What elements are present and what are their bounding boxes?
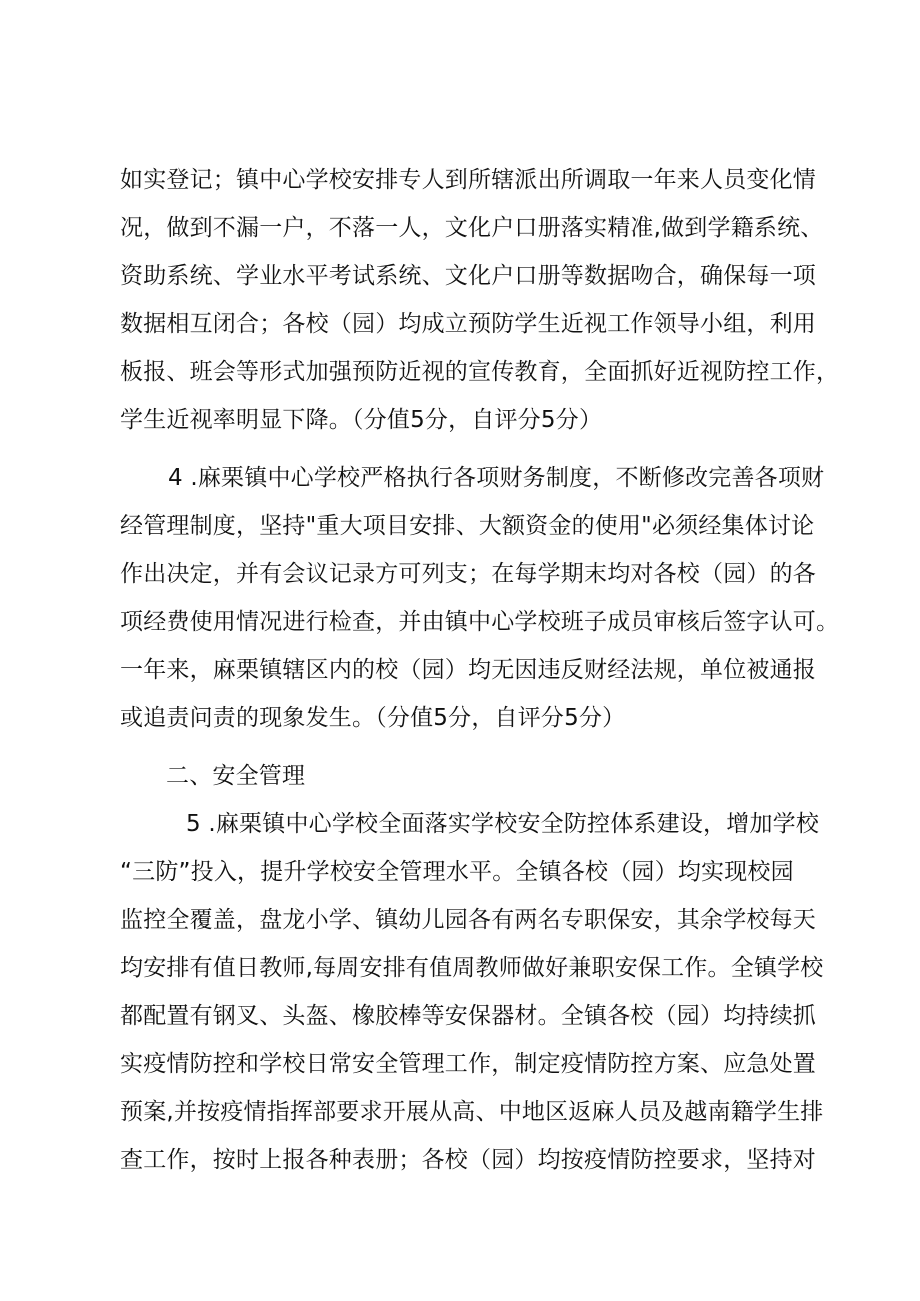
paragraph-line: 如实登记；镇中心学校安排专人到所辖派出所调取一年来人员变化情 <box>120 167 816 193</box>
paragraph-line: 查工作，按时上报各种表册；各校（园）均按疫情防控要求，坚持对 <box>120 1147 816 1173</box>
paragraph-line: 况，做到不漏一户，不落一人，文化户口册落实精准,做到学籍系统、 <box>120 215 824 241</box>
paragraph-line: 或追责问责的现象发生。（分值5分，自评分5分） <box>120 705 626 731</box>
paragraph-line: 经管理制度，坚持"重大项目安排、大额资金的使用"必须经集体讨论 <box>120 513 815 539</box>
paragraph-line: 一年来，麻栗镇辖区内的校（园）均无因违反财经法规，单位被通报 <box>120 657 816 683</box>
paragraph-line: 作出决定，并有会议记录方可列支；在每学期末均对各校（园）的各 <box>120 561 816 587</box>
paragraph-line: 学生近视率明显下降。（分值5分，自评分5分） <box>120 407 603 433</box>
item-5-first-line: 5 .麻栗镇中心学校全面落实学校安全防控体系建设，增加学校 <box>186 811 820 837</box>
paragraph-line: 预案,并按疫情指挥部要求开展从高、中地区返麻人员及越南籍学生排 <box>120 1099 824 1125</box>
item-4-first-line: 4 .麻栗镇中心学校严格执行各项财务制度，不断修改完善各项财 <box>168 465 825 491</box>
paragraph-line: 板报、班会等形式加强预防近视的宣传教育，全面抓好近视防控工作， <box>120 359 840 385</box>
paragraph-line: “三防”投入，提升学校安全管理水平。全镇各校（园）均实现校园 <box>120 859 794 885</box>
paragraph-line: 资助系统、学业水平考试系统、文化户口册等数据吻合，确保每一项 <box>120 263 816 289</box>
paragraph-line: 监控全覆盖，盘龙小学、镇幼儿园各有两名专职保安，其余学校每天 <box>120 907 816 933</box>
paragraph-line: 均安排有值日教师,每周安排有值周教师做好兼职安保工作。全镇学校 <box>120 955 824 981</box>
paragraph-line: 项经费使用情况进行检查，并由镇中心学校班子成员审核后签字认可。 <box>120 609 840 635</box>
section-heading: 二、安全管理 <box>166 763 306 789</box>
paragraph-line: 都配置有钢叉、头盔、橡胶棒等安保器材。全镇各校（园）均持续抓 <box>120 1003 816 1029</box>
paragraph-line: 实疫情防控和学校日常安全管理工作，制定疫情防控方案、应急处置 <box>120 1051 816 1077</box>
body-text <box>120 156 840 1184</box>
paragraph-line: 数据相互闭合；各校（园）均成立预防学生近视工作领导小组，利用 <box>120 311 816 337</box>
